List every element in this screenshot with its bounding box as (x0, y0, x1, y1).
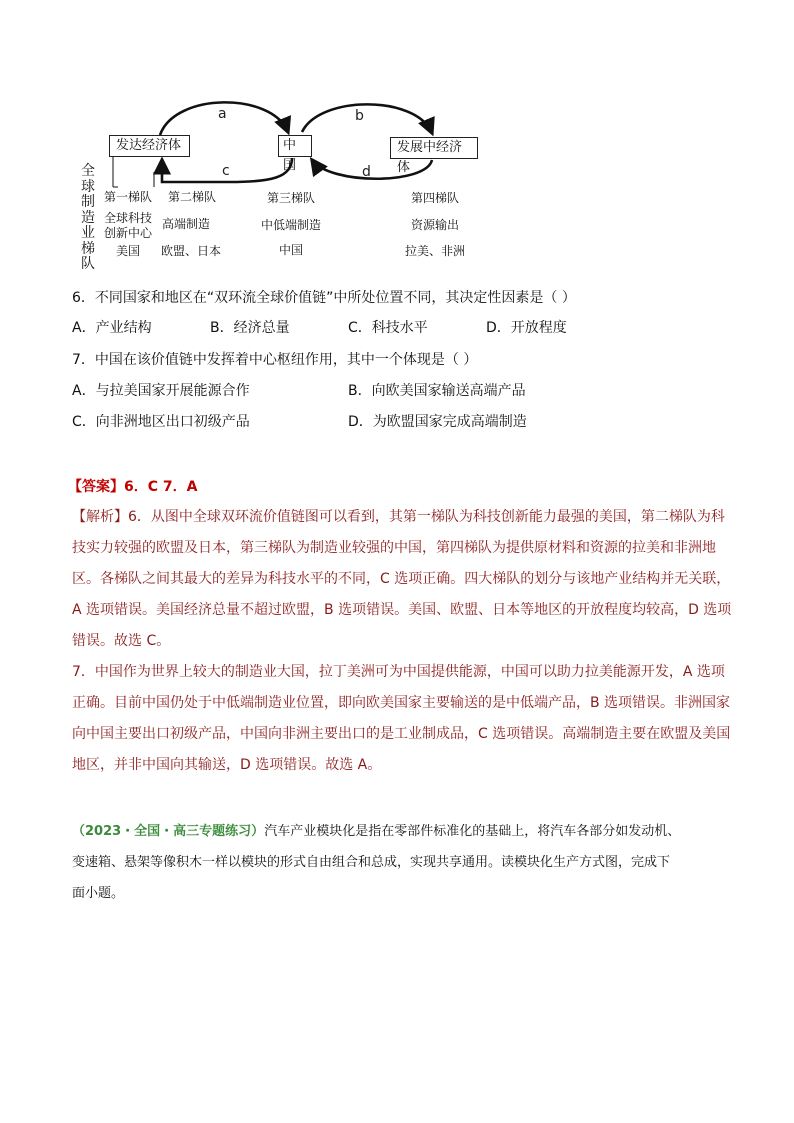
question-7-stem: 7．中国在该价值链中发挥着中心枢纽作用，其中一个体现是（ ） (72, 352, 478, 368)
question-6-option-a[interactable]: A．产业结构 (72, 320, 152, 336)
value-chain-diagram (0, 0, 794, 290)
arrow-label-b: b (355, 108, 364, 124)
intro-line-3: 面小题。 (72, 886, 125, 901)
tier1-role-line2: 创新中心 (103, 226, 152, 240)
question-7-option-a[interactable]: A．与拉美国家开展能源合作 (72, 383, 250, 399)
tier3-region: 中国 (278, 243, 303, 257)
question-7-option-b[interactable]: B．向欧美国家输送高端产品 (348, 383, 526, 399)
analysis-6 (72, 502, 732, 657)
tier4-region: 拉美、非洲 (404, 244, 465, 258)
developing-economies-box: 发展中经济体 (390, 137, 478, 159)
analysis-6-line-3: 区。各梯队之间其最大的差异为科技水平的不同，C 选项正确。四大梯队的划分与该地产业结构并无关联， (72, 571, 731, 587)
intro-line-2: 变速箱、悬架等像积木一样以模块的形式自由组合和总成，实现共享通用。读模块化生产方式图，完成下 (72, 855, 671, 870)
arrow-label-c: c (222, 163, 230, 179)
question-7-option-d[interactable]: D．为欧盟国家完成高端制造 (348, 414, 527, 430)
arrow-label-a: a (218, 106, 227, 122)
source-tag: （2023・全国・高三专题练习） (72, 824, 265, 839)
tier2-role: 高端制造 (162, 217, 211, 231)
analysis-7-line-1: 7．中国作为世界上较大的制造业大国，拉丁美洲可为中国提供能源，中国可以助力拉美能源开发，A 选项 (72, 664, 725, 680)
analysis-7-line-2: 正确。目前中国仍处于中低端制造业位置，即向欧美国家主要输送的是中低端产品，B 选项错误。非洲国家 (72, 695, 731, 711)
arrow-d (312, 160, 432, 179)
tier2-name: 第二梯队 (168, 190, 217, 204)
analysis-7-line-4: 地区，并非中国向其输送，D 选项错误。故选 A。 (72, 757, 382, 773)
analysis-6-line-2: 技实力较强的欧盟及日本，第三梯队为制造业较强的中国，第四梯队为提供原材料和资源的拉美和非洲地 (72, 540, 716, 556)
arrow-label-d: d (362, 164, 371, 180)
question-6-option-b[interactable]: B．经济总量 (210, 320, 290, 336)
tier3-role: 中低端制造 (260, 218, 321, 232)
question-6-option-d[interactable]: D．开放程度 (486, 320, 567, 336)
question-6-stem: 6．不同国家和地区在“双环流全球价值链”中所处位置不同，其决定性因素是（ ） (72, 290, 576, 306)
tier2-region: 欧盟、日本 (161, 244, 222, 258)
analysis-6-line-5: 错误。故选 C。 (72, 633, 171, 649)
analysis-7 (72, 657, 732, 781)
tier1-region: 美国 (115, 244, 140, 258)
tier4-name: 第四梯队 (410, 191, 459, 205)
tier1-name: 第一梯队 (104, 190, 153, 204)
tier3-name: 第三梯队 (266, 191, 315, 205)
analysis-6-line-1: 【解析】6．从图中全球双环流价值链图可以看到，其第一梯队为科技创新能力最强的美国，第二梯队为科 (72, 509, 725, 525)
tier1-role-line1: 全球科技 (103, 211, 152, 225)
next-question-intro (72, 816, 732, 909)
developed-economies-box: 发达经济体 (109, 135, 190, 157)
tier4-role: 资源输出 (410, 218, 459, 232)
analysis-7-line-3: 向中国主要出口初级产品，中国向非洲主要出口的是工业制成品，C 选项错误。高端制造主要在欧盟及美国 (72, 726, 731, 742)
vertical-title: 全 球 制 造 业 梯 队 (81, 163, 95, 272)
intro-line-1: 汽车产业模块化是指在零部件标准化的基础上，将汽车各部分如发动机、 (264, 824, 681, 839)
arrow-b (302, 104, 432, 133)
analysis-6-line-4: A 选项错误。美国经济总量不超过欧盟，B 选项错误。美国、欧盟、日本等地区的开放程度均较高，D 选项 (72, 602, 732, 618)
question-7-option-c[interactable]: C．向非洲地区出口初级产品 (72, 414, 250, 430)
answer-line: 【答案】6．C 7．A (68, 479, 198, 495)
question-6-option-c[interactable]: C．科技水平 (348, 320, 428, 336)
china-box: 中国 (278, 135, 312, 157)
